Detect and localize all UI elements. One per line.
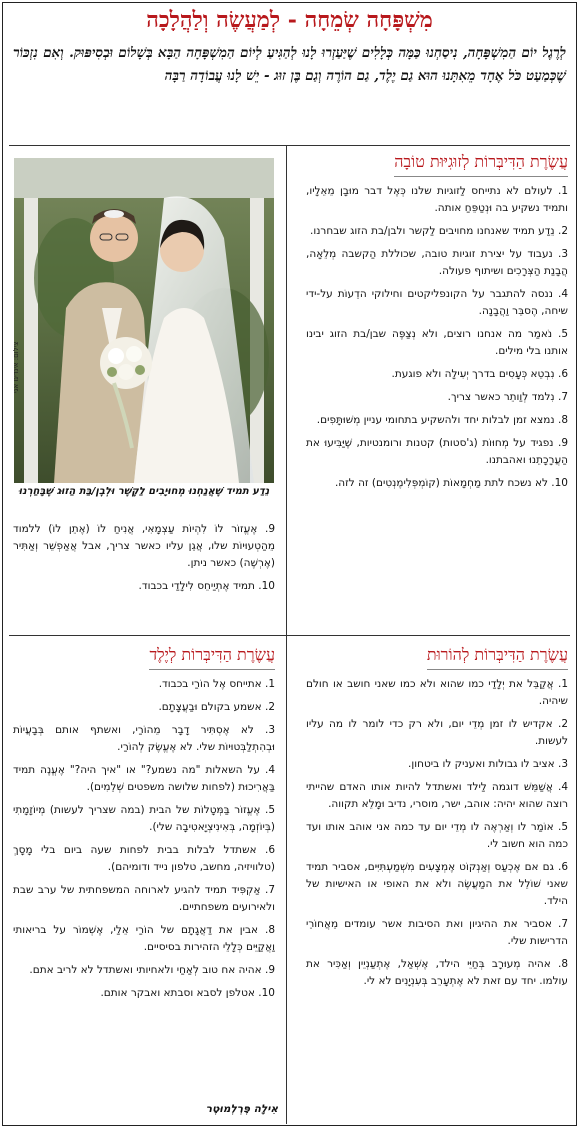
parents-list-continued	[13, 521, 275, 595]
list-item: 3. לא אֶסְתִּיר דָבָר מֵהוֹרַי, ואשתף אותם בְּבָעֲיוֹת וּבְהִתְלַבְּטוּיוֹת שלי. לא אֶעֱשֶׂק לְהוֹרַי.	[13, 724, 275, 753]
list-item: 3. אציב לו גבולות ואעניק לו ביטחון.	[408, 758, 568, 770]
list-item: 4. על השאלות "מה נשמע?" או "איך היה?" אֶעֱנֶה תמיד בַּאֲרִיכוּת (לפחות שלושה משפטים שְׁלֵמִים).	[13, 764, 275, 793]
author-name: אִילָה פֶּרְלְמוּטֶר	[205, 1103, 278, 1115]
article-intro: לְרֶגֶל יוֹם הַמִשְׁפָּחָה, נִיסַחְנוּ כַּמָּה כְּלָלִים שֶׁיַּעַזְרוּ לָנוּ לְהַגִּיעַ לְיוֹם הַמִשְׁפָּחָה הַבָּא בְּשָׁלוֹם וּבְסִיפּוּק. וְאִם נִזְכּוֹר שֶׁכְּמַעַט כֹּל אֶחָד מֵאִתָּנוּ הוּא גַם יֶלֶד, גַם הוֹרֶה וְגַם בֶּן זוּג - יֵשׁ לָנוּ עֲבוֹדָה רַבָּה	[13, 45, 566, 84]
list-item: 2. אשמע בקולם וּבַעֲצָתָם.	[158, 701, 275, 713]
list-item: 7. אַקְפִּיד תמיד להגיע לארוחה המשפחתית של ערב שבת ולאירועים משפחתיים.	[13, 884, 275, 913]
list-item: 4. ננסה להתגבר על הקונפליקטים וחילוקי הדֵעוֹת על-ידי שיחה, הֶסבֵּר וַהֲבָנָה.	[306, 288, 568, 317]
list-item: 1. אתייחס אֶל הוֹרַי בכבוד.	[158, 678, 275, 690]
couples-section	[306, 151, 568, 498]
couples-list	[306, 183, 568, 492]
couples-title: עֲשֶׂרֶת הַדִּיבְּרוֹת לְזוּגִיּוּת טוֹבָה	[394, 151, 568, 177]
article-page	[2, 2, 577, 1126]
list-item: 8. אהיה מְעוּרָב בְּחַיֵּי הילד, אֶשְׁאַל, אֶתְעַנְיֵין וְאַכִּיר את עולמו. יחד עם זאת לא אֶתְעָרֵב בְּעִנְיָנִים לא לי.	[306, 958, 568, 987]
list-item: 2. נֵדַע תמיד שאנחנו מחויבים לַקשר ולבן/בת הזוג שבחרנו.	[310, 225, 568, 237]
divider-middle	[9, 635, 570, 636]
parents-title: עֲשֶׂרֶת הַדִּיבְּרוֹת לְהוֹרוּת	[427, 644, 568, 670]
parents-section	[306, 644, 568, 996]
list-item: 5. אֶעֱזוֹר בַּמְּטָלוֹת של הבית (במה שצריך לעשות) מְיוֹזָמָתִי (בְּיוֹזְמָה, בְּאִינִיצְיָאטִיבָה שלי).	[13, 804, 275, 833]
list-item: 10. תמיד אֶתְיַיחֵס לִילָדַי בכבוד.	[138, 580, 275, 592]
article-title: מִשְׁפָּחָה שְׂמֵחָה - לְמַעֲשֶׂה וְלַהֲלָכָה	[146, 7, 433, 33]
photo-credit: צילום: אינדיגו אגי	[12, 341, 20, 393]
list-item: 8. אבין את דַאֲגָתָם של הוֹרַי אֵלַי, אֶשְׁמוֹר על בריאותי וַאֲקַיֵּים כְּלָלֵי הזהירות בסיסיים.	[13, 924, 275, 953]
list-item: 9. אהיה אח טוב לְאַחַי ולאחיותי ואשתדל לא לריב אתם.	[29, 964, 275, 976]
list-item: 1. אֲקַבֵּל את יְלָדַי כמו שהוא ולא כמו שאני חושב או חולם שיהיה.	[306, 678, 568, 707]
photo-caption: נֵדַע תמיד שֶׁאֲנַחְנוּ מְחוּיָבִים לַקֶשֶׁר וּלְבֶן/בַּת הַזוּג שֶׁבָּחַרְנוּ	[18, 486, 270, 497]
list-item: 8. נמצא זמן לבלות יחד ולהשקיע בתחומי עניין מְשׁוּתָּפִים.	[316, 414, 568, 426]
list-item: 5. נֹאמַר מה אנחנו רוצים, ולא נְצַפֶּה שבן/בת הזוג יבינו אותנו בלי מילים.	[306, 328, 568, 357]
child-title: עֲשֶׂרֶת הַדִּיבְּרוֹת לְיֶלֶד	[149, 644, 275, 670]
list-item: 10. אטלפן לסבא וסבתא ואבקר אותם.	[100, 987, 275, 999]
list-item: 6. נִבְטֵא כְּעָסִים בדרך יְעִילָה ולא פוגעת.	[391, 368, 568, 380]
list-item: 6. אשתדל לבלות בבית לפחות שעה ביום בלי מָסָךְ (טלוויזיה, מחשב, טלפון נייד ודומיהם).	[13, 844, 275, 873]
list-item: 5. אוֹמַר לו וְאַרְאֶה לו מְדֵי יום עד כמה אני אוהב אותו ועד כמה הוא חשוב לי.	[306, 821, 568, 850]
wedding-photo	[14, 158, 274, 483]
list-item: 7. נִלמד לְוַותֵר כאשר צריך.	[447, 391, 568, 403]
list-item: 9. אֶעֱזוֹר לוֹ לִהְיוֹת עַצְמָאִי, אֲנִיחַ לוֹ (אֶתֵן לוֹ) ללמוד מֵהַטְעוּיוֹת שלו, אֲגֵן עליו כאשר צריך, אבל אֲאַפְשֵׁר וְאַתִּיר (אֶרְשֶׁה) כאשר ניתן.	[13, 523, 275, 569]
parents-list	[306, 676, 568, 990]
list-item: 9. נפגיד על מְחוּוֹת (ג'סטות) קטנות ורומנטיות, שֶׁיַּבִּיעוּ את הַעֲרָכָתֵנוּ ואהבתנו.	[306, 437, 568, 466]
parents-continued	[13, 521, 275, 601]
list-item: 2. אקדיש לו זמן מְדֵי יום, ולא רק כדי לומר לו מה עליו לעשות.	[306, 718, 568, 747]
list-item: 1. לעולם לא נתייחס לַזוגיות שלנו כְּאֶל דבר מוּבָן מֵאֵלָיו, ותמיד נשקיע בה וּנְטַפֵּחַ אותה.	[306, 185, 568, 214]
list-item: 10. לא נשכח לתת מַחְמָאוֹת (קוֹמְפְּלִימֶנְטִים) זה לזה.	[334, 477, 568, 489]
list-item: 6. גם אם אֶכְעַס וְאַנְקוֹט אֶמְצָעִים מִשְׁמַעְתִּיִּים, אסביר תמיד שאני שׁוֹלֵל את המַעֲשֶׂה ולא את האופי או האישיות של הילד.	[306, 861, 568, 907]
child-list	[13, 676, 275, 1002]
divider-top	[9, 145, 570, 146]
list-item: 7. אסביר את ההיגיון ואת הסיבות אשר עומדים מֵאֲחוֹרֵי הדרישות שלי.	[306, 918, 568, 947]
list-item: 4. אֲשַׁמֵּשׁ דוגמה לַילד ואשתדל להיות אותו האדם שהייתי רוצה שהוא יהיה: אוהב, ישר, מוסרי, נדיב וּמָלֵא תקווה.	[306, 781, 568, 810]
list-item: 3. נעבוד על יצירת זוגיות טובה, שכוללת הַקשבה מְלֵאָה, הֲבָנַת הַצְּרָכִים ושיתוף פעולה.	[306, 248, 568, 277]
child-section	[13, 644, 275, 1008]
